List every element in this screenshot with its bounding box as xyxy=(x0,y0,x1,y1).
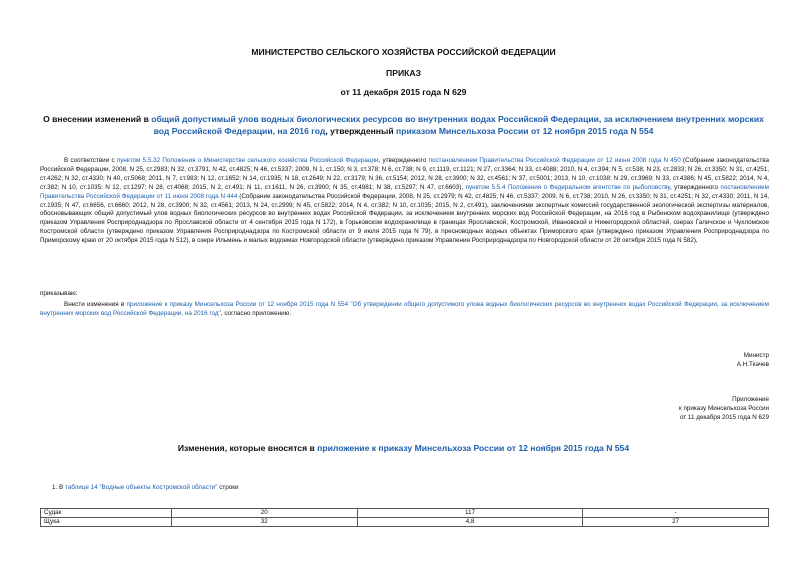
link-appendix-order-554[interactable]: приложение к приказу Минсельхоза России от 12 ноября 2015 года N 554 "Об утверждении общего допустимого улова водных биологических ресурсов во внутренних водах Российской Федерации, за исключением внутренних морских вод Российской Федерации, на 2016 год" xyxy=(40,301,769,317)
document-title xyxy=(40,113,767,137)
preamble-text: В соответствии с xyxy=(64,157,117,164)
amendment-paragraph xyxy=(40,300,769,318)
ministry-heading: МИНИСТЕРСТВО СЕЛЬСКОГО ХОЗЯЙСТВА РОССИЙСКОЙ ФЕДЕРАЦИИ xyxy=(251,47,556,57)
change-item-1 xyxy=(52,484,239,491)
table-row xyxy=(41,518,769,527)
table-cell: 27 xyxy=(583,518,769,527)
amend-text: , согласно приложению. xyxy=(220,310,292,317)
table-row xyxy=(41,509,769,518)
appendix-label: Приложение xyxy=(732,396,769,403)
document-date: от 11 декабря 2015 года N 629 xyxy=(340,87,467,97)
signer-role: Министр xyxy=(743,352,769,359)
table-cell: 32 xyxy=(172,518,358,527)
title-middle: , утвержденный xyxy=(325,126,396,136)
table-cell: 117 xyxy=(357,509,583,518)
table-cell: 4,8 xyxy=(357,518,583,527)
title-prefix: О внесении изменений в xyxy=(43,114,152,124)
preamble xyxy=(40,157,769,246)
changes-heading xyxy=(0,443,807,453)
signer-name: А.Н.Ткачев xyxy=(736,361,769,368)
table-cell: - xyxy=(583,509,769,518)
preamble-text: (Собрание законодательства Российской Федерации, 2008, N 25, ст.2979; N 42, ст.4825; N 46, ст.5337; 2009, N 6, ст.738; 2010, N 26, ст.3350; N 31, ст.4251; N 32, ст.4330; 2011, N 14, ст.1935; N 47, ст.6656, ст.6660; 2012, N 28, ст.3900; N 32, ст.4561; 2013, N 24, ст.2999; N 45, ст.5822; 2014, N 4, ст.382; N 10, ст.1035; 2015, N 2, ст.491), заключениями экспертных комиссий государственной экологической экспертизы материалов, обосновывающих общий допустимый улов водных биологических ресурсов во внутренних водах Российской Федерации, за исключением внутренних морских вод Российской Федерации, на 2016 год в Рыбинском водохранилище (утверждено приказом Управления Росприроднадзора по Ярославской области от 4 сентября 2015 года N 172), в Горьковском водохранилище в границах Ярославской, Костромской, Ивановской и Нижегородской областей, озерах Галичское и Чухломское Костромской области (утверждено приказом Управления Росприроднадзора по Костромской области от 9 июля 2015 года N 79), в пресноводных водных объектах Приморского края (утверждено приказом Управления Росприроднадзора по Приморскому краю от 20 октября 2015 года N 512), в озере Ильмень и малых водоемах Новгородской области (утверждено приказом Управления Росприроднадзора по Новгородской области от 28 октября 2015 года N 582), xyxy=(40,192,769,245)
signature-block xyxy=(737,351,769,369)
preamble-text: , утвержденного xyxy=(669,183,721,191)
appendix-ref: к приказу Минсельхоза России xyxy=(678,405,769,413)
title-link-tac[interactable]: общий допустимый улов водных биологических ресурсов во внутренних водах Российской Федерации, за исключением внутренних морских вод Российской Федерации, на 2016 год xyxy=(151,114,764,136)
preamble-text: (Собрание законодательства Российской Федерации, 2008, N 25, ст.2983; N 32, ст.3791; N 42, ст.4825; N 46, ст.5337; 2009, N 1, ст.150; N 3, ст.378; N 6, ст.738; N 9, ст.1119, ст.1121; N 27, ст.3364; N 33, ст.4088; 2010, N 4, ст.394; N 5, ст.538; N 23, ст.2833; N 26, ст.3350; N 31, ст.4251, ст.4262; N 32, ст.4330; N 40, ст.5068; 2011, N 7, ст.983; N 12, ст.1652; N 14, ст.1935; N 18, ст.2649; N 22, ст.3179; N 36, ст.5154; 2012, N 28, ст.3900; N 32, ст.4561; N 37, ст.5001; 2013, N 10, ст.1038; N 29, ст.3969; N 33, ст.4386; N 45, ст.5822; 2014, N 4, ст.382; N 10, ст.1035; N 12, ст.1297; N 28, ст.4068; 2015, N 2, ст.491; N 11, ст.1611; N 26, ст.3900; N 35, ст.4981; N 38, ст.5297; N 47, ст.6603), xyxy=(40,157,770,191)
link-regulation-5-5-32[interactable]: пунктом 5.5.32 Положения о Министерстве сельского хозяйства Российской Федерации xyxy=(116,157,379,164)
preamble-text: , утвержденного xyxy=(378,157,429,164)
order-word: приказываю: xyxy=(40,290,78,297)
appendix-date: от 11 декабря 2015 года N 629 xyxy=(679,414,769,422)
link-table-14[interactable]: таблице 14 "Водные объекты Костромской области" xyxy=(64,484,218,491)
title-link-order-554[interactable]: приказом Минсельхоза России от 12 ноября 2015 года N 554 xyxy=(396,126,654,136)
link-resolution-444[interactable]: постановлением Правительства Российской Федерации от 11 июня 2008 года N 444 xyxy=(40,183,769,200)
appendix-header xyxy=(679,395,769,423)
document-type: ПРИКАЗ xyxy=(386,68,421,78)
table-cell: Щука xyxy=(41,518,172,527)
link-regulation-5-5-4[interactable]: пунктом 5.5.4 Положения о Федеральном агентстве по рыболовству xyxy=(465,183,670,191)
table-cell: 20 xyxy=(172,509,358,518)
item-text: строки xyxy=(217,484,239,491)
link-resolution-450[interactable]: постановлением Правительства Российской Федерации от 12 июня 2008 года N 450 xyxy=(428,157,681,164)
quota-table xyxy=(40,508,769,527)
item-text: 1. В xyxy=(52,484,65,491)
changes-link[interactable]: приложение к приказу Минсельхоза России от 12 ноября 2015 года N 554 xyxy=(317,443,630,453)
table-cell: Судак xyxy=(41,509,172,518)
changes-prefix: Изменения, которые вносятся в xyxy=(177,443,318,453)
amend-text: Внести изменения в xyxy=(64,301,127,308)
